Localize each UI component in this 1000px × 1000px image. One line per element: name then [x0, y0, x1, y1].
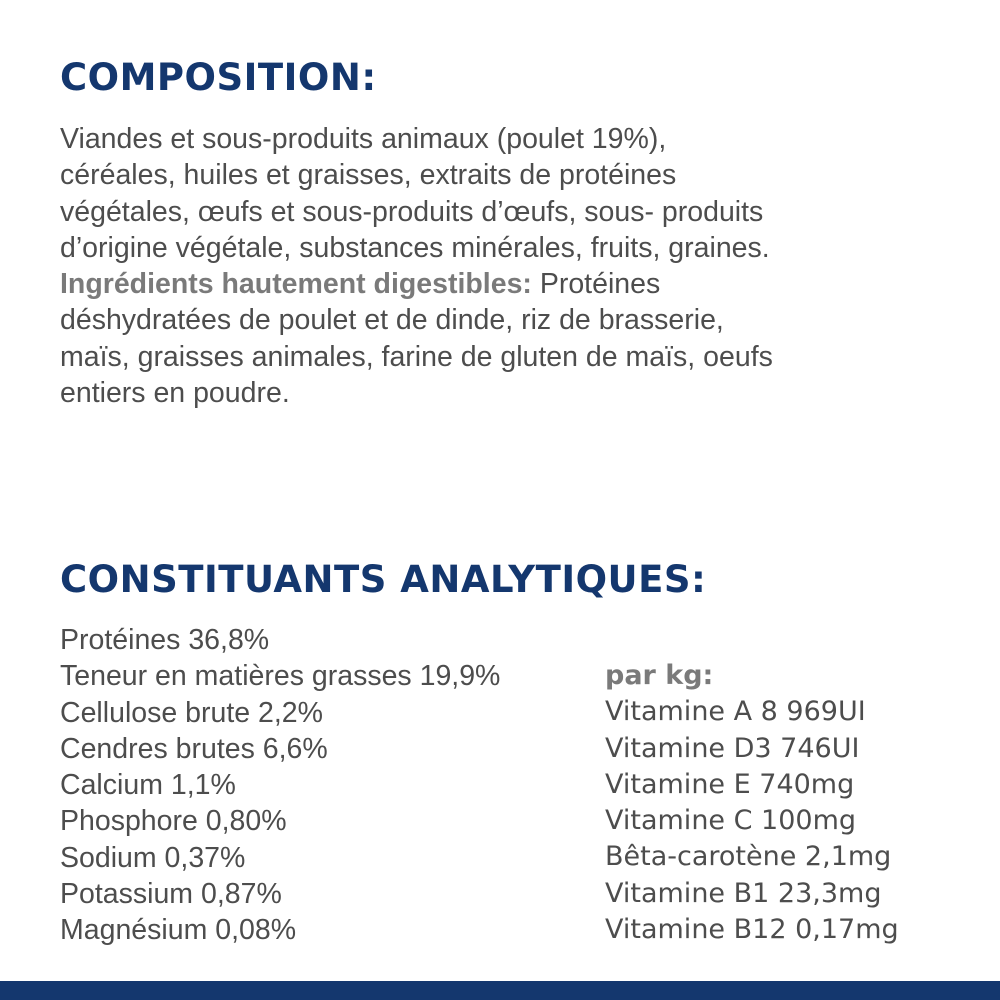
list-item: Vitamine B1 23,3mg [605, 877, 882, 909]
list-item: Vitamine B12 0,17mg [605, 914, 899, 946]
list-item: Magnésium 0,08% [60, 914, 297, 947]
composition-line: déshydratées de poulet et de dinde, riz de brasserie, [60, 304, 724, 337]
analytical-constituents-list [60, 622, 500, 949]
composition-line: d’origine végétale, substances minérales, fruits, graines. [60, 231, 770, 264]
list-item: Calcium 1,1% [60, 769, 236, 802]
composition-line: Viandes et sous-produits animaux (poulet 19%), [60, 123, 667, 155]
list-item: Cellulose brute 2,2% [60, 696, 323, 729]
list-item: Vitamine E 740mg [605, 768, 855, 800]
composition-heading: COMPOSITION: [60, 56, 377, 99]
bottom-bar [0, 981, 1000, 1000]
list-item: Sodium 0,37% [60, 841, 246, 874]
per-kg-label: par kg: [605, 660, 714, 691]
digestible-label: Ingrédients hautement digestibles: [60, 268, 532, 301]
list-item: Bêta-carotène 2,1mg [605, 841, 892, 873]
digestible-line [60, 266, 980, 302]
composition-text [60, 121, 980, 411]
list-item: Potassium 0,87% [60, 878, 282, 911]
list-item: Vitamine C 100mg [605, 805, 857, 837]
composition-line: céréales, huiles et graisses, extraits de protéines [60, 159, 677, 192]
list-item: Vitamine D3 746UI [605, 732, 860, 764]
digestible-first-text: Protéines [531, 268, 661, 301]
list-item: Cendres brutes 6,6% [60, 732, 328, 765]
list-item: Vitamine A 8 969UI [605, 696, 866, 728]
composition-line: maïs, graisses animales, farine de gluten de maïs, oeufs [60, 340, 773, 373]
composition-line: végétales, œufs et sous-produits d’œufs, sous- produits [60, 195, 764, 228]
constituants-heading: CONSTITUANTS ANALYTIQUES: [60, 558, 707, 601]
vitamins-list [605, 658, 899, 948]
list-item: Protéines 36,8% [60, 624, 270, 656]
list-item: Phosphore 0,80% [60, 805, 287, 838]
composition-line: entiers en poudre. [60, 377, 290, 410]
list-item: Teneur en matières grasses 19,9% [60, 660, 501, 693]
